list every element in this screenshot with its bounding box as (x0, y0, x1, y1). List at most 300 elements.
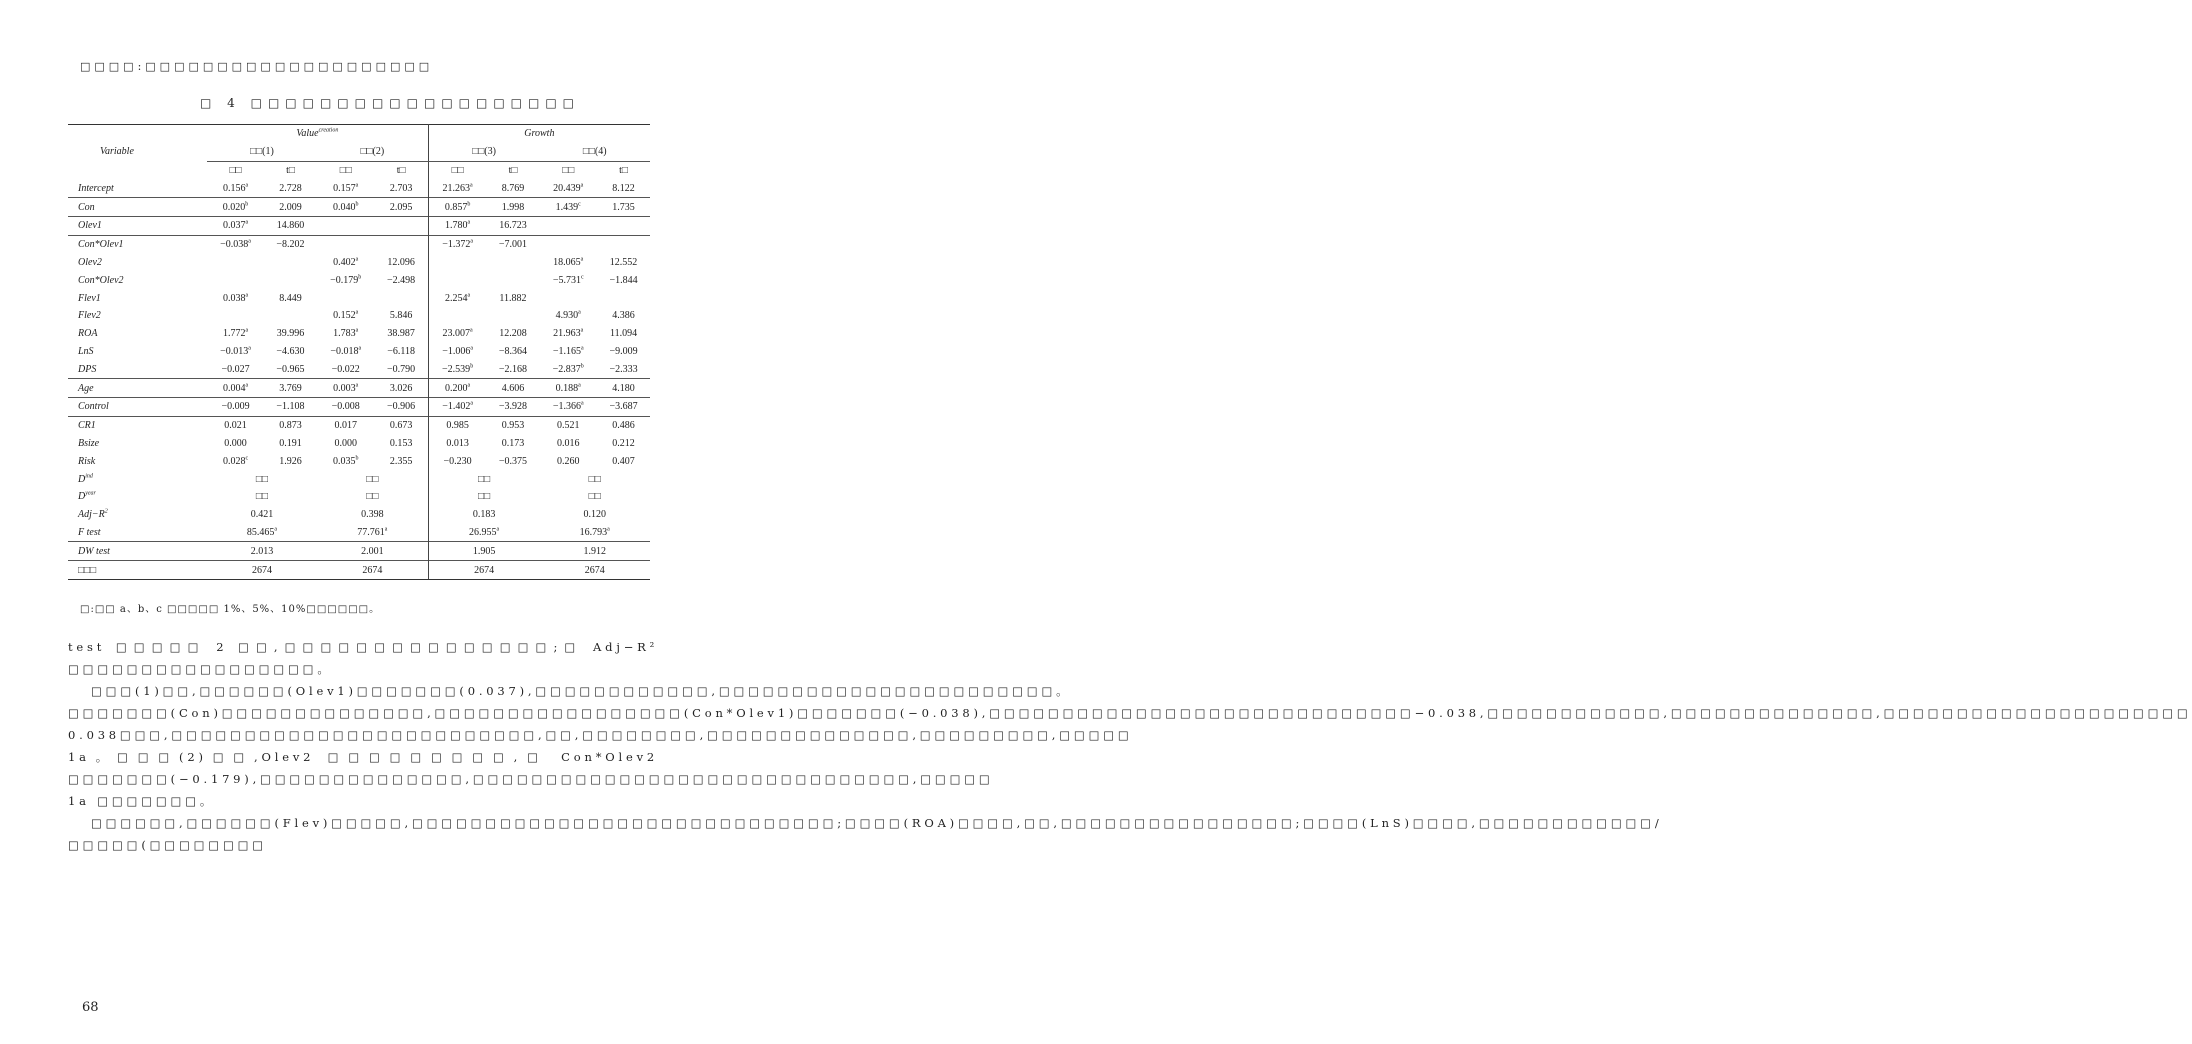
regression-table (68, 124, 650, 580)
row-label (68, 488, 207, 506)
merged-stat-cell (207, 488, 317, 506)
row-label (68, 542, 207, 561)
row-label: CR1 (68, 416, 207, 434)
merged-stat-cell (428, 506, 539, 524)
coef-cell (317, 307, 375, 325)
t-cell (597, 452, 650, 470)
merged-stat-cell (317, 506, 428, 524)
t-cell (375, 325, 429, 343)
cell-value: −7.001 (498, 239, 528, 251)
cell-value: 16.723 (499, 220, 527, 232)
coef-cell (428, 416, 486, 434)
cell-value: 20.439 (553, 182, 581, 194)
row-label-sup: 2 (104, 508, 108, 515)
cell-value: 0.173 (501, 437, 525, 449)
coef-cell (317, 271, 375, 289)
t-cell (487, 435, 540, 453)
merged-stat-cell (207, 524, 317, 542)
cell-value: 2674 (474, 564, 495, 576)
coef-cell (317, 235, 375, 253)
merged-stat-cell (539, 561, 650, 580)
coef-cell (428, 435, 486, 453)
row-label: Age (68, 379, 207, 398)
coef-subheader: □□ (339, 164, 352, 176)
cell-value: 0.521 (556, 420, 580, 432)
cell-value: 21.963 (553, 328, 581, 340)
coef-cell (428, 198, 486, 217)
coef-cell (317, 216, 375, 235)
cell-value: 0.020 (222, 201, 246, 213)
significance-marker: b (355, 455, 359, 462)
coef-cell (539, 452, 597, 470)
model-header-row (68, 143, 650, 161)
t-subheader: t□ (619, 164, 628, 176)
cell-value: 0.153 (389, 437, 413, 449)
cell-value: −0.008 (331, 401, 360, 413)
cell-value: −0.013 (220, 345, 249, 357)
t-cell (487, 325, 540, 343)
cell-value: 1.912 (583, 545, 606, 557)
coef-cell (428, 379, 486, 398)
cell-value: 2.001 (361, 545, 384, 557)
t-cell (264, 254, 317, 272)
coef-cell (428, 397, 486, 416)
t-cell (264, 325, 317, 343)
merged-stat-cell (317, 524, 428, 542)
coef-cell (317, 343, 375, 361)
table-row (68, 343, 650, 361)
t-cell (487, 379, 540, 398)
model-4-header: □□(4) (539, 143, 650, 161)
significance-marker: a (580, 327, 584, 334)
cell-value: −1.108 (276, 401, 305, 413)
merged-stat-cell (539, 488, 650, 506)
cell-value: 8.122 (612, 182, 635, 194)
t-cell (264, 179, 317, 197)
merged-stat-cell (207, 470, 317, 488)
t-cell (264, 216, 317, 235)
cell-value: 0.486 (612, 420, 635, 432)
cell-value: −1.372 (442, 239, 471, 251)
cell-value: 0.004 (222, 382, 246, 394)
significance-marker: a (245, 382, 249, 389)
row-label (68, 506, 207, 524)
significance-marker: b (355, 201, 359, 208)
cell-value: 2.013 (250, 545, 274, 557)
t-cell (264, 343, 317, 361)
table-row (68, 216, 650, 235)
row-label: DPS (78, 363, 97, 375)
t-cell (597, 271, 650, 289)
merged-stat-cell (207, 506, 317, 524)
significance-marker: a (355, 256, 359, 263)
row-label: LnS (78, 345, 94, 357)
cell-value: □□ (478, 491, 491, 503)
significance-marker: a (467, 220, 471, 227)
cell-value: 0.035 (332, 455, 356, 467)
row-label: Intercept (78, 182, 114, 194)
table-row (68, 379, 650, 398)
merged-stat-cell (428, 542, 539, 561)
row-label-text: D (78, 491, 86, 503)
coef-cell (317, 416, 375, 434)
t-cell (487, 289, 540, 307)
cell-value: 0.188 (555, 382, 579, 394)
cell-value: 0.028 (222, 455, 246, 467)
body-paragraph: □□□□□□,□□□□□□(Flev)□□□□□,□□□□□□□□□□□□□□□□□□□□□□□□□□□□□;□□□□(ROA)□□□□,□□,□□□□□□□□□□□□□□□□;□□□□(LnS)□□□□,□□□□□□□□□□□□/□□□□□(□□□□□□□□ (68, 816, 1663, 852)
significance-marker: a (355, 310, 359, 317)
t-cell (264, 198, 317, 217)
row-label: ROA (78, 328, 98, 340)
cell-value: 2674 (362, 564, 383, 576)
cell-value: 0.873 (279, 420, 302, 432)
coef-cell (317, 397, 375, 416)
cell-value: 0.156 (222, 182, 246, 194)
table-row (68, 235, 650, 253)
t-cell (487, 254, 540, 272)
coef-cell (317, 452, 375, 470)
merged-stat-cell (317, 561, 428, 580)
coef-cell (428, 307, 486, 325)
significance-marker: a (470, 327, 473, 334)
significance-marker: a (580, 182, 584, 189)
coef-cell (207, 254, 264, 272)
cell-value: 0.421 (250, 509, 274, 521)
cell-value: 8.769 (501, 182, 525, 194)
t-cell (487, 397, 540, 416)
cell-value: 0.000 (224, 437, 247, 449)
cell-value: −0.230 (443, 455, 472, 467)
cell-value: −1.006 (442, 345, 471, 357)
table-row (68, 542, 650, 561)
coef-subheader: □□ (229, 164, 242, 176)
coef-cell (207, 307, 264, 325)
coef-cell (539, 360, 597, 378)
significance-marker: a (470, 401, 474, 408)
significance-marker: a (355, 327, 359, 334)
table-row (68, 179, 650, 197)
cell-value: −0.009 (221, 401, 250, 413)
cell-value: 16.793 (579, 526, 608, 538)
cell-value: −3.928 (498, 401, 528, 413)
coef-cell (539, 397, 597, 416)
cell-value: 26.955 (468, 526, 497, 538)
row-label: Olev2 (78, 256, 102, 268)
coef-cell (539, 235, 597, 253)
coef-cell (539, 416, 597, 434)
table-row (68, 397, 650, 416)
cell-value: −1.366 (552, 401, 581, 413)
coef-cell (207, 179, 264, 197)
cell-value: 8.449 (279, 292, 302, 304)
t-cell (264, 360, 317, 378)
t-cell (597, 235, 650, 253)
blank-subheader-cell (68, 161, 207, 179)
merged-stat-cell (428, 524, 539, 542)
cell-value: 77.761 (357, 526, 385, 538)
cell-value: 4.180 (612, 382, 635, 394)
row-label-text: D (78, 473, 86, 485)
cell-value: −6.118 (387, 345, 415, 357)
cell-value: 18.065 (553, 256, 581, 268)
t-cell (597, 289, 650, 307)
cell-value: −0.027 (221, 363, 250, 375)
cell-value: 0.260 (556, 455, 580, 467)
cell-value: 1.905 (472, 545, 496, 557)
coef-cell (428, 360, 486, 378)
cell-value: 2674 (251, 564, 272, 576)
coef-cell (317, 289, 375, 307)
cell-value: 2.254 (445, 292, 468, 304)
row-label (68, 561, 207, 580)
model-2-header: □□(2) (317, 143, 428, 161)
significance-marker: a (580, 256, 584, 263)
cell-value: −5.731 (552, 274, 581, 286)
significance-marker: a (248, 345, 251, 352)
value-creation-group-header (207, 125, 428, 143)
t-cell (597, 416, 650, 434)
cell-value: 14.860 (276, 220, 305, 232)
t-cell (375, 397, 429, 416)
cell-value: □□ (478, 473, 491, 485)
t-cell (375, 416, 429, 434)
growth-group-header: Growth (428, 125, 650, 143)
merged-stat-cell (317, 470, 428, 488)
merged-stat-cell (207, 561, 317, 580)
coef-cell (207, 198, 264, 217)
significance-marker: a (384, 526, 388, 533)
significance-marker: a (274, 526, 278, 533)
cell-value: 1.780 (445, 220, 468, 232)
group-header-row (68, 125, 650, 143)
merged-stat-cell (539, 542, 650, 561)
merged-stat-cell (428, 488, 539, 506)
t-cell (487, 416, 540, 434)
cell-value: 0.016 (556, 437, 580, 449)
body-paragraph: test □□□□□ 2 □□,□□□□□□□□□□□□□□□;□ Adj−R² □□□□□□□□□□□□□□□□□。 (68, 640, 658, 676)
coef-cell (207, 325, 264, 343)
coef-cell (207, 343, 264, 361)
cell-value: 21.263 (442, 182, 471, 194)
merged-stat-cell (317, 542, 428, 561)
t-cell (487, 198, 540, 217)
cell-value: 0.037 (222, 220, 246, 232)
significance-marker: a (467, 382, 471, 389)
table-row (68, 198, 650, 217)
cell-value: 2.095 (389, 201, 413, 213)
coef-cell (207, 435, 264, 453)
table-row (68, 470, 650, 488)
coef-cell (317, 435, 375, 453)
cell-value: 0.857 (444, 201, 468, 213)
cell-value: 12.096 (387, 256, 415, 268)
row-label (68, 524, 207, 542)
t-cell (264, 397, 317, 416)
coef-cell (317, 179, 375, 197)
cell-value: 85.465 (246, 526, 275, 538)
coef-cell (539, 289, 597, 307)
table-row (68, 488, 650, 506)
significance-marker: a (470, 182, 473, 189)
t-cell (597, 343, 650, 361)
cell-value: 0.013 (446, 437, 469, 449)
t-cell (264, 435, 317, 453)
variable-column-header: Variable (100, 146, 134, 158)
significance-marker: a (607, 526, 610, 533)
significance-marker: a (470, 345, 474, 352)
cell-value: 0.191 (279, 437, 302, 449)
t-cell (375, 198, 429, 217)
row-label-sup: year (85, 491, 96, 497)
t-cell (264, 307, 317, 325)
coef-cell (317, 254, 375, 272)
coef-cell (428, 179, 486, 197)
significance-marker: c (245, 455, 249, 462)
row-label: Olev1 (68, 216, 207, 235)
cell-value: −8.364 (498, 345, 528, 357)
cell-value: 4.606 (501, 382, 525, 394)
cell-value: −1.165 (552, 345, 581, 357)
coef-cell (317, 379, 375, 398)
cell-value: □□ (588, 473, 601, 485)
row-label-text: F test (78, 526, 101, 538)
t-cell (597, 198, 650, 217)
cell-value: 1.439 (555, 201, 579, 213)
t-cell (597, 360, 650, 378)
cell-value: 0.200 (445, 382, 468, 394)
cell-value: 0.398 (361, 509, 384, 521)
merged-stat-cell (207, 542, 317, 561)
cell-value: 1.783 (333, 328, 356, 340)
significance-marker: b (245, 201, 249, 208)
cell-value: 0.212 (612, 437, 635, 449)
significance-marker: a (245, 292, 249, 299)
row-label-text: Adj−R (78, 509, 105, 521)
merged-stat-cell (539, 524, 650, 542)
cell-value: 0.021 (224, 420, 247, 432)
coef-subheader: □□ (562, 164, 575, 176)
t-cell (375, 452, 429, 470)
coef-cell (207, 235, 264, 253)
cell-value: −0.022 (331, 363, 360, 375)
coef-cell (207, 271, 264, 289)
table-row (68, 506, 650, 524)
table-title: □ 4 □□□□□□□□□□□□□□□□□□□ (200, 96, 581, 110)
cell-value: −4.630 (276, 345, 305, 357)
table-note: □:□□ a、b、c □□□□□ 1%、5%、10%□□□□□□。 (80, 604, 381, 615)
significance-marker: a (248, 238, 251, 245)
significance-marker: a (496, 526, 500, 533)
merged-stat-cell (317, 488, 428, 506)
coef-cell (539, 435, 597, 453)
table-row (68, 452, 650, 470)
cell-value: 1.926 (279, 455, 302, 467)
cell-value: □□ (255, 491, 269, 503)
t-cell (264, 416, 317, 434)
cell-value: 38.987 (387, 328, 415, 340)
coef-cell (539, 216, 597, 235)
significance-marker: a (578, 310, 581, 317)
t-cell (375, 435, 429, 453)
cell-value: 0.407 (612, 455, 635, 467)
t-cell (375, 289, 429, 307)
table-row (68, 254, 650, 272)
cell-value: −9.009 (609, 345, 638, 357)
cell-value: 11.094 (609, 328, 638, 340)
cell-value: −0.018 (330, 345, 359, 357)
coef-cell (317, 325, 375, 343)
coef-cell (317, 360, 375, 378)
t-cell (264, 379, 317, 398)
table-row (68, 561, 650, 580)
cell-value: 0.953 (501, 420, 525, 432)
significance-marker: c (578, 201, 581, 208)
table-row (68, 325, 650, 343)
running-header: □□□□:□□□□□□□□□□□□□□□□□□□□ (80, 60, 434, 73)
t-cell (487, 271, 540, 289)
row-label: Con*Olev1 (68, 235, 207, 253)
row-label: Bsize (78, 437, 100, 449)
cell-value: 0.040 (332, 201, 356, 213)
significance-marker: b (470, 363, 474, 370)
cell-value: 3.026 (389, 382, 413, 394)
cell-value: □□ (588, 491, 601, 503)
t-cell (487, 179, 540, 197)
coef-cell (428, 452, 486, 470)
coef-cell (539, 307, 597, 325)
coef-cell (539, 343, 597, 361)
regression-table-wrapper (68, 124, 650, 580)
cell-value: 23.007 (442, 328, 471, 340)
t-cell (487, 452, 540, 470)
table-row (68, 271, 650, 289)
t-cell (375, 254, 429, 272)
coef-cell (207, 216, 264, 235)
table-row (68, 524, 650, 542)
cell-value: −8.202 (276, 239, 305, 251)
cell-value: −0.179 (330, 274, 359, 286)
coef-cell (207, 452, 264, 470)
t-cell (264, 289, 317, 307)
coef-cell (207, 289, 264, 307)
coef-cell (207, 397, 264, 416)
cell-value: 2.728 (279, 182, 302, 194)
t-cell (487, 216, 540, 235)
row-label: Risk (78, 455, 96, 467)
table-row (68, 416, 650, 434)
significance-marker: a (470, 238, 474, 245)
table-row (68, 307, 650, 325)
cell-value: 4.386 (612, 310, 635, 322)
t-cell (264, 235, 317, 253)
significance-marker: a (358, 345, 362, 352)
cell-value: 11.882 (499, 292, 527, 304)
coef-cell (317, 198, 375, 217)
cell-value: 0.120 (583, 509, 606, 521)
value-header-text: Value (296, 128, 319, 140)
t-subheader: t□ (286, 164, 295, 176)
page-number: 68 (82, 1000, 99, 1015)
coef-cell (207, 379, 264, 398)
cell-value: 0.673 (389, 420, 413, 432)
coef-cell (539, 325, 597, 343)
t-cell (597, 254, 650, 272)
cell-value: 0.157 (333, 182, 356, 194)
coef-cell (428, 289, 486, 307)
row-label: Control (68, 397, 207, 416)
t-cell (375, 343, 429, 361)
t-cell (375, 379, 429, 398)
